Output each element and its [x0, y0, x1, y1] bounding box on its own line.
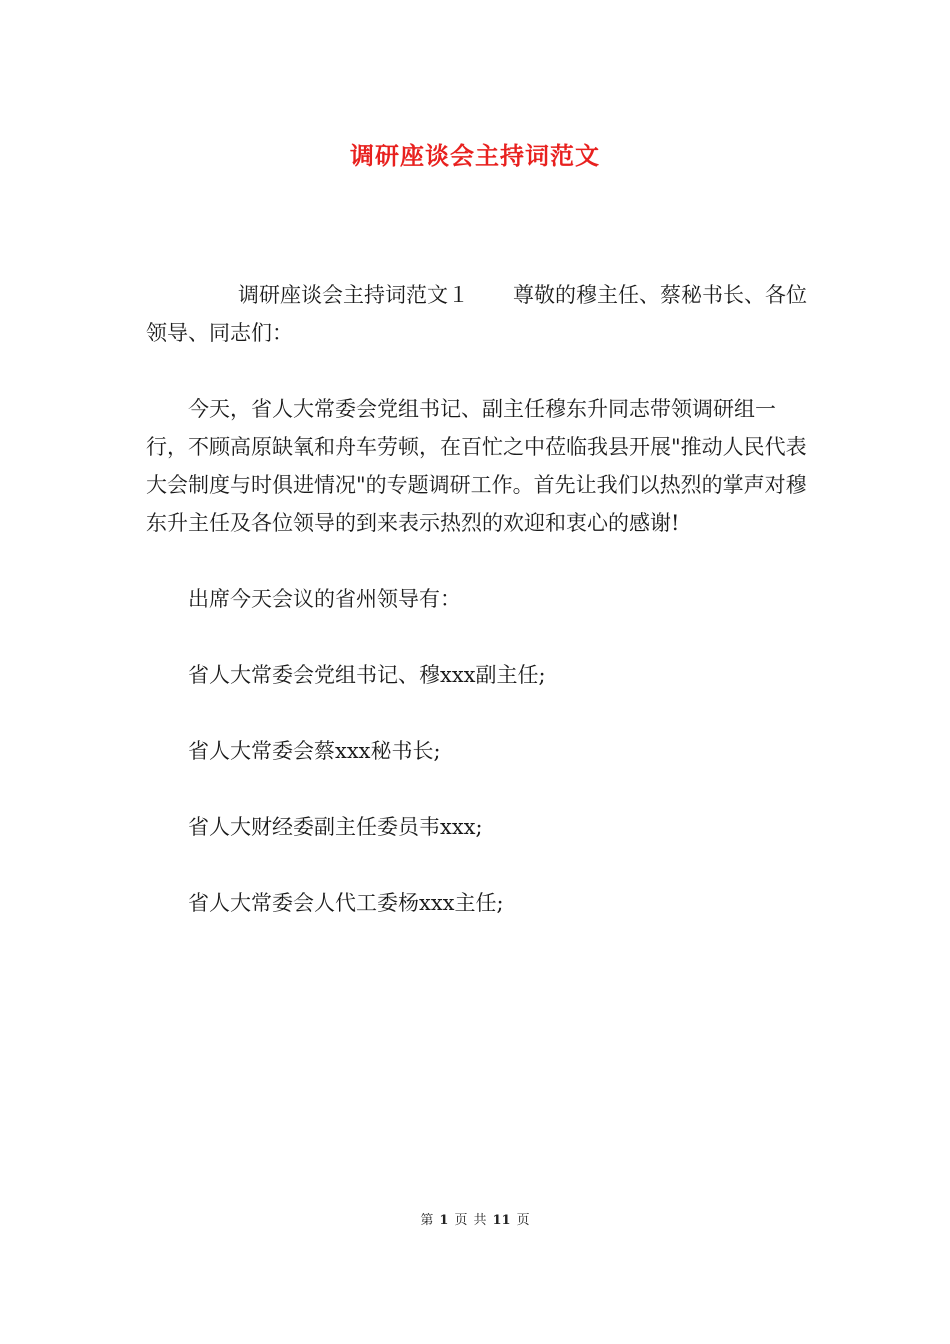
paragraph-attendee-2: 省人大常委会蔡xxx秘书长;	[188, 739, 441, 763]
paragraph-attendee-4: 省人大常委会人代工委杨xxx主任;	[188, 891, 504, 915]
page-footer	[0, 1209, 950, 1228]
footer-suffix: 页	[516, 1213, 530, 1228]
salutation: 尊敬的穆主任、蔡秘书长、各位领导、同志们：	[146, 283, 807, 345]
document-body	[146, 276, 808, 960]
footer-total-word: 共	[473, 1213, 487, 1228]
paragraph-attendees-intro: 出席今天会议的省州领导有：	[188, 587, 461, 611]
paragraph-attendee-1: 省人大常委会党组书记、穆xxx副主任;	[188, 663, 546, 687]
opening-paragraph	[146, 276, 808, 352]
footer-page-word: 页	[454, 1213, 468, 1228]
total-pages-number: 11	[492, 1213, 511, 1228]
section-heading: 调研座谈会主持词范文１	[238, 283, 469, 307]
document-title: 调研座谈会主持词范文	[350, 142, 600, 170]
footer-prefix: 第	[420, 1213, 434, 1228]
paragraph-welcome: 今天，省人大常委会党组书记、副主任穆东升同志带领调研组一行，不顾高原缺氧和舟车劳顿，在百忙之中莅临我县开展"推动人民代表大会制度与时俱进情况"的专题调研工作。首先让我们以热烈的掌声对穆东升主任及各位领导的到来表示热烈的欢迎和衷心的感谢!	[146, 397, 807, 535]
paragraph-attendee-3: 省人大财经委副主任委员韦xxx;	[188, 815, 483, 839]
current-page-number: 1	[439, 1213, 449, 1228]
